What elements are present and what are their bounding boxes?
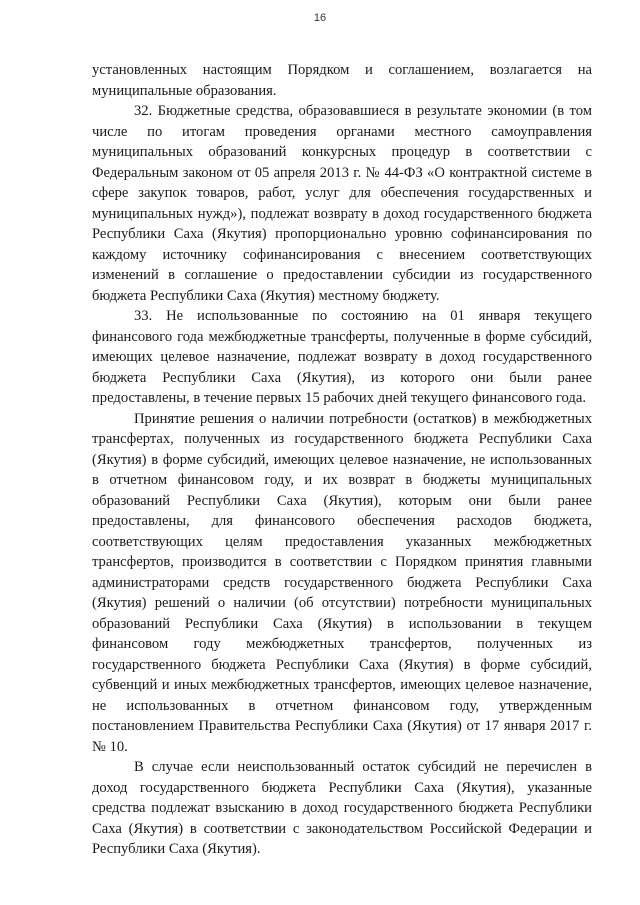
paragraph-continuation: установленных настоящим Порядком и соглашением, возлагается на муниципальные образования. [92, 62, 592, 99]
document-body [92, 60, 592, 860]
paragraph-decision-procedure: Принятие решения о наличии потребности (остатков) в межбюджетных трансфертах, полученных из государственного бюджета Республики Саха (Якутия) в форме субсидий, имеющих целевое назначение, не использованных в отчетном финансовом году, и их возврат в бюджеты муниципальных образований Республики Саха (Якутия), которым они были ранее предоставлены, для финансового обеспечения расходов бюджета, соответствующих целям предоставления указанных межбюджетных трансфертов, производится в соответствии с Порядком принятия главными администраторами средств государственного бюджета Республики Саха (Якутия) решений о наличии (об отсутствии) потребности муниципальных образований Республики Саха (Якутия) в использовании в текущем финансовом году межбюджетных трансфертов, полученных из государственного бюджета Республики Саха (Якутия) в форме субсидий, субвенций и иных межбюджетных трансфертов, имеющих целевое назначение, не использованных в отчетном финансовом году, утвержденным постановлением Правительства Республики Саха (Якутия) от 17 января 2017 г. № 10. [92, 410, 592, 755]
paragraph-item-32: 32. Бюджетные средства, образовавшиеся в результате экономии (в том числе по итогам проведения органами местного самоуправления муниципальных образований конкурсных процедур в соответствии с Федеральным законом от 05 апреля 2013 г. № 44-ФЗ «О контрактной системе в сфере закупок товаров, работ, услуг для обеспечения государственных и муниципальных нужд»), подлежат возврату в доход государственного бюджета Республики Саха (Якутия) пропорционально уровню софинансирования по каждому источнику софинансирования с внесением соответствующих изменений в соглашение о предоставлении субсидии из государственного бюджета Республики Саха (Якутия) местному бюджету. [92, 103, 592, 304]
paragraph-item-33: 33. Не использованные по состоянию на 01 января текущего финансового года межбюджетные трансферты, полученные в форме субсидий, имеющих целевое назначение, подлежат возврату в доход государственного бюджета Республики Саха (Якутия), из которого они были ранее предоставлены, в течение первых 15 рабочих дней текущего финансового года. [92, 308, 592, 406]
page-number: 16 [313, 12, 327, 24]
paragraph-recovery: В случае если неиспользованный остаток субсидий не перечислен в доход государственного бюджета Республики Саха (Якутия), указанные средства подлежат взысканию в доход государственного бюджета Республики Саха (Якутия) в соответствии с законодательством Российской Федерации и Республики Саха (Якутия). [92, 759, 592, 857]
